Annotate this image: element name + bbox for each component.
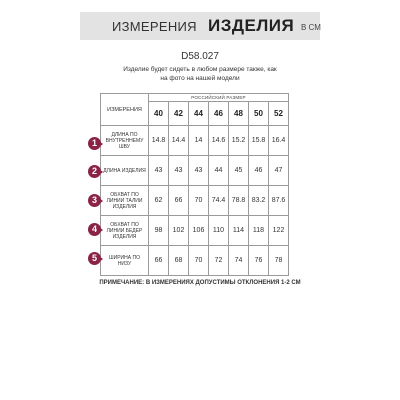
measurement-label: ДЛИНА ПО ВНУТРЕННЕМУ ШВУ <box>101 126 149 156</box>
measurement-value: 15.8 <box>249 126 269 156</box>
measurement-value: 70 <box>189 246 209 276</box>
measurement-value: 74 <box>229 246 249 276</box>
measurement-value: 14.6 <box>209 126 229 156</box>
fit-note: Изделие будет сидеть в любом размере также, как на фото на нашей модели <box>123 66 277 82</box>
table-row <box>101 126 289 156</box>
measurement-value: 43 <box>149 156 169 186</box>
size-header: 48 <box>229 102 249 126</box>
product-code: D58.027 <box>181 51 219 62</box>
step-number-badge: 5 <box>88 252 101 265</box>
size-header: 46 <box>209 102 229 126</box>
title-band <box>80 12 320 40</box>
measurement-value: 68 <box>169 246 189 276</box>
size-header: 40 <box>149 102 169 126</box>
table-row <box>101 216 289 246</box>
table-row <box>101 246 289 276</box>
measurement-value: 66 <box>149 246 169 276</box>
title-unit: В СМ <box>301 23 321 32</box>
measurement-value: 66 <box>169 186 189 216</box>
measurement-value: 44 <box>209 156 229 186</box>
size-header: 50 <box>249 102 269 126</box>
measurement-value: 110 <box>209 216 229 246</box>
measurement-value: 45 <box>229 156 249 186</box>
measurement-value: 78 <box>269 246 289 276</box>
measurement-label: ОБХВАТ ПО ЛИНИИ ТАЛИИ ИЗДЕЛИЯ <box>101 186 149 216</box>
measurement-value: 78.8 <box>229 186 249 216</box>
step-number-badge: 1 <box>88 137 101 150</box>
table-row <box>101 186 289 216</box>
measurement-value: 74.4 <box>209 186 229 216</box>
corner-label: ИЗМЕРЕНИЯ <box>101 94 149 126</box>
tolerance-note: ПРИМЕЧАНИЕ: В ИЗМЕРЕНИЯХ ДОПУСТИМЫ ОТКЛОНЕНИЯ 1-2 СМ <box>99 280 301 286</box>
size-group-header: РОССИЙСКИЙ РАЗМЕР <box>149 94 289 102</box>
measurement-value: 122 <box>269 216 289 246</box>
measurement-value: 87.6 <box>269 186 289 216</box>
measurement-value: 43 <box>189 156 209 186</box>
title-item: ИЗДЕЛИЯ <box>208 16 295 35</box>
size-header: 52 <box>269 102 289 126</box>
measurement-value: 15.2 <box>229 126 249 156</box>
measurement-value: 70 <box>189 186 209 216</box>
measurement-value: 43 <box>169 156 189 186</box>
measurement-label: ОБХВАТ ПО ЛИНИИ БЕДЕР ИЗДЕЛИЯ <box>101 216 149 246</box>
measurement-value: 76 <box>249 246 269 276</box>
step-number-badge: 4 <box>88 223 101 236</box>
step-number-badge: 2 <box>88 165 101 178</box>
table-row <box>101 156 289 186</box>
step-number-badge: 3 <box>88 194 101 207</box>
measurement-value: 114 <box>229 216 249 246</box>
size-table <box>100 93 289 276</box>
measurement-value: 72 <box>209 246 229 276</box>
measurement-value: 106 <box>189 216 209 246</box>
measurement-label: ДЛИНА ИЗДЕЛИЯ <box>101 156 149 186</box>
measurement-value: 118 <box>249 216 269 246</box>
title-measurements: ИЗМЕРЕНИЯ <box>112 19 197 34</box>
measurement-label: ШИРИНА ПО НИЗУ <box>101 246 149 276</box>
measurement-value: 16.4 <box>269 126 289 156</box>
measurement-value: 83.2 <box>249 186 269 216</box>
measurement-value: 46 <box>249 156 269 186</box>
measurement-value: 14.4 <box>169 126 189 156</box>
measurement-value: 102 <box>169 216 189 246</box>
measurement-value: 62 <box>149 186 169 216</box>
measurement-value: 14.8 <box>149 126 169 156</box>
measurement-value: 14 <box>189 126 209 156</box>
measurement-value: 98 <box>149 216 169 246</box>
size-header: 44 <box>189 102 209 126</box>
size-header: 42 <box>169 102 189 126</box>
measurement-value: 47 <box>269 156 289 186</box>
